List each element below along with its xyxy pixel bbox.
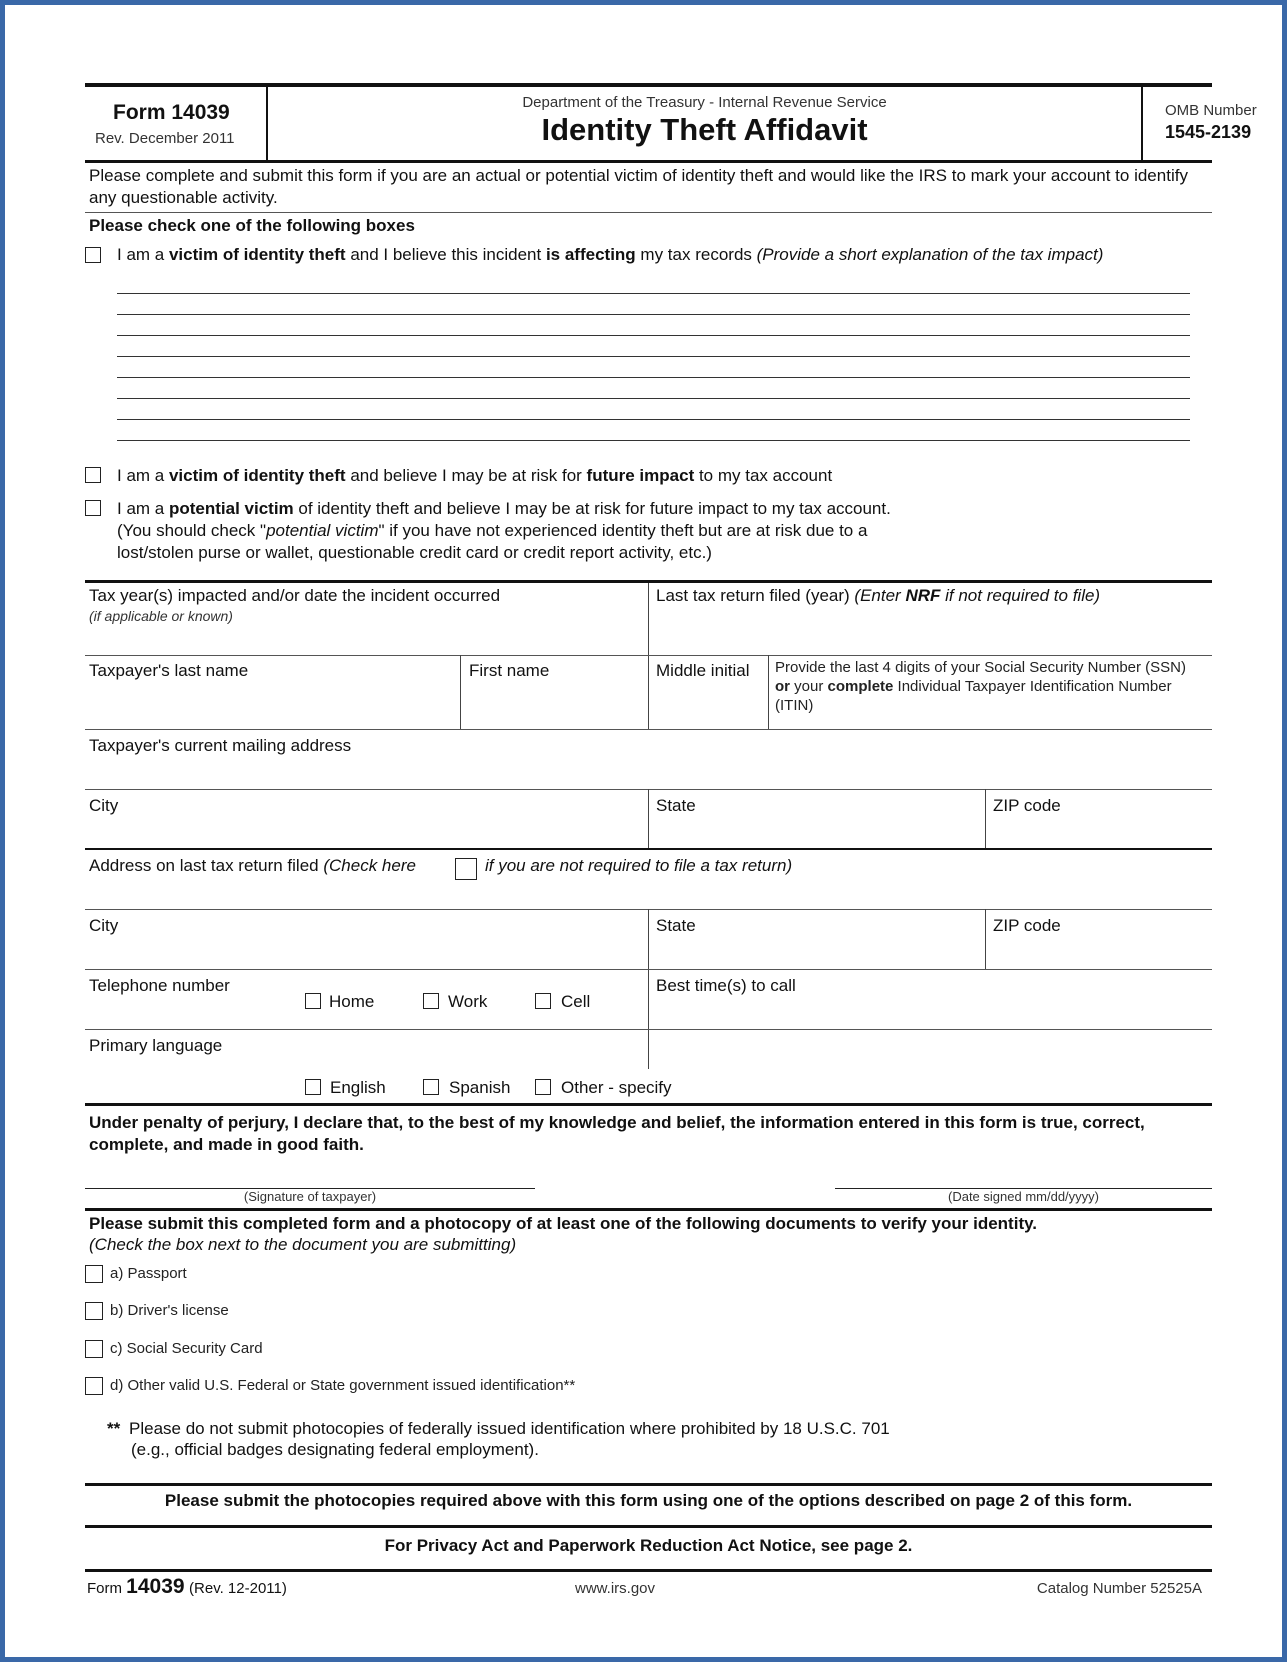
potential-victim-label: I am a potential victim of identity theft and believe I may be at risk for future impact to my tax account. (You should check "potential victim" if you have not experienced identity theft but are at risk due to a lost/stolen purse or wallet, questionable credit card or credit report activity, etc.)	[117, 499, 891, 562]
victim-affecting-checkbox[interactable]	[85, 247, 101, 263]
best-time-label: Best time(s) to call	[656, 976, 796, 995]
social-security-card-checkbox[interactable]	[85, 1340, 103, 1358]
submit-top-rule	[85, 1483, 1212, 1486]
signature-label: (Signature of taxpayer)	[243, 1189, 377, 1204]
omb-label: OMB Number	[1165, 102, 1257, 119]
footer-website[interactable]: www.irs.gov	[575, 1580, 656, 1597]
lang-english-label: English	[330, 1078, 386, 1097]
declaration-rule	[85, 1208, 1212, 1211]
omb-number: 1545-2139	[1165, 122, 1252, 142]
last-name-label: Taxpayer's last name	[89, 661, 249, 680]
not-required-checkbox[interactable]	[455, 858, 477, 880]
submit-bottom-rule	[85, 1525, 1212, 1528]
col-divider-6	[648, 909, 649, 1069]
language-rule	[85, 1103, 1212, 1106]
col-divider-7	[985, 909, 986, 969]
other-id-label: d) Other valid U.S. Federal or State government issued identification**	[110, 1377, 576, 1394]
primary-language-label: Primary language	[89, 1036, 223, 1055]
other-id-checkbox[interactable]	[85, 1377, 103, 1395]
row6-rule	[85, 969, 1212, 970]
col-divider-5	[985, 789, 986, 849]
zip-label: ZIP code	[993, 796, 1061, 815]
form-page	[5, 5, 1282, 1657]
note-line-1: Please do not submit photocopies of federally issued identification where prohibited by 18 U.S.C. 701	[129, 1419, 890, 1438]
telephone-label: Telephone number	[89, 976, 230, 995]
phone-home-label: Home	[329, 992, 375, 1011]
state-label: State	[656, 796, 696, 815]
footer-catalog: Catalog Number 52525A	[1036, 1580, 1202, 1597]
city-label: City	[89, 796, 119, 815]
mailing-address-label: Taxpayer's current mailing address	[89, 736, 352, 755]
note-line-2: (e.g., official badges designating federal employment).	[131, 1440, 539, 1459]
submit-notice: Please submit the photocopies required above with this form using one of the options described on page 2 of this form.	[164, 1491, 1133, 1510]
omb-block	[1143, 87, 1257, 160]
passport-label: a) Passport	[110, 1265, 187, 1282]
tax-year-note: (if applicable or known)	[89, 608, 233, 624]
documents-heading: Please submit this completed form and a photocopy of at least one of the following documents to verify your identity.	[89, 1214, 1038, 1233]
check-heading: Please check one of the following boxes	[89, 216, 415, 235]
phone-cell-checkbox[interactable]	[535, 993, 551, 1009]
phone-home-checkbox[interactable]	[305, 993, 321, 1009]
passport-checkbox[interactable]	[85, 1265, 103, 1283]
drivers-license-checkbox[interactable]	[85, 1302, 103, 1320]
phone-work-label: Work	[448, 992, 488, 1011]
col-divider-2	[460, 655, 461, 729]
not-required-label: if you are not required to file a tax return)	[485, 856, 793, 875]
ssn-label: Provide the last 4 digits of your Social Security Number (SSN) or your complete Individual Taxpayer Identification Number (ITIN)	[775, 659, 1186, 714]
col-divider-1	[648, 583, 649, 729]
address-last-return-label: Address on last tax return filed (Check here	[89, 856, 416, 875]
row1-rule	[85, 655, 1212, 656]
intro-rule	[85, 212, 1212, 213]
date-label: (Date signed mm/dd/yyyy)	[948, 1189, 1099, 1204]
form-label: Form 14039	[113, 101, 230, 124]
phone-cell-label: Cell	[561, 992, 591, 1011]
col-divider-3	[768, 655, 769, 729]
form-id-block	[85, 87, 264, 160]
footer-form-id: Form 14039 (Rev. 12-2011)	[87, 1575, 287, 1598]
phone-work-checkbox[interactable]	[423, 993, 439, 1009]
lang-spanish-checkbox[interactable]	[423, 1079, 439, 1095]
footer-rule	[85, 1569, 1212, 1572]
potential-victim-checkbox[interactable]	[85, 500, 101, 516]
first-name-label: First name	[469, 661, 550, 680]
victim-affecting-label: I am a victim of identity theft and I believe this incident is affecting my tax records (Provide a short explanation of the tax impact)	[117, 245, 1104, 264]
last-return-label: Last tax return filed (year) (Enter NRF if not required to file)	[656, 586, 1101, 605]
lang-english-checkbox[interactable]	[305, 1079, 321, 1095]
documents-subheading: (Check the box next to the document you are submitting)	[89, 1235, 517, 1254]
form-revision: Rev. December 2011	[95, 130, 235, 147]
department-name: Department of the Treasury - Internal Revenue Service	[522, 94, 887, 111]
middle-initial-label: Middle initial	[656, 661, 750, 680]
lang-other-checkbox[interactable]	[535, 1079, 551, 1095]
row2-rule	[85, 729, 1212, 730]
state-label-2: State	[656, 916, 696, 935]
zip-label-2: ZIP code	[993, 916, 1061, 935]
declaration-text: Under penalty of perjury, I declare that, to the best of my knowledge and belief, the information entered in this form is true, correct, complete, and made in good faith.	[89, 1113, 1145, 1154]
city-label-2: City	[89, 916, 119, 935]
lang-spanish-label: Spanish	[449, 1078, 511, 1097]
intro-text: Please complete and submit this form if you are an actual or potential victim of identity theft and would like the IRS to mark your account to identify any questionable activity.	[89, 166, 1188, 207]
title-block	[268, 87, 1141, 160]
privacy-notice: For Privacy Act and Paperwork Reduction Act Notice, see page 2.	[384, 1536, 913, 1555]
lang-other-label: Other - specify	[561, 1078, 672, 1097]
col-divider-4	[648, 789, 649, 849]
row7-rule	[85, 1029, 1212, 1030]
drivers-license-label: b) Driver's license	[110, 1302, 229, 1319]
victim-future-label: I am a victim of identity theft and believe I may be at risk for future impact to my tax account	[117, 466, 833, 485]
social-security-card-label: c) Social Security Card	[110, 1340, 263, 1357]
header-bottom-rule	[85, 160, 1212, 163]
victim-future-checkbox[interactable]	[85, 467, 101, 483]
form-title: Identity Theft Affidavit	[541, 112, 868, 147]
note-marker: **	[107, 1419, 121, 1438]
row4-rule	[85, 848, 1212, 850]
tax-year-label: Tax year(s) impacted and/or date the incident occurred	[89, 586, 501, 605]
